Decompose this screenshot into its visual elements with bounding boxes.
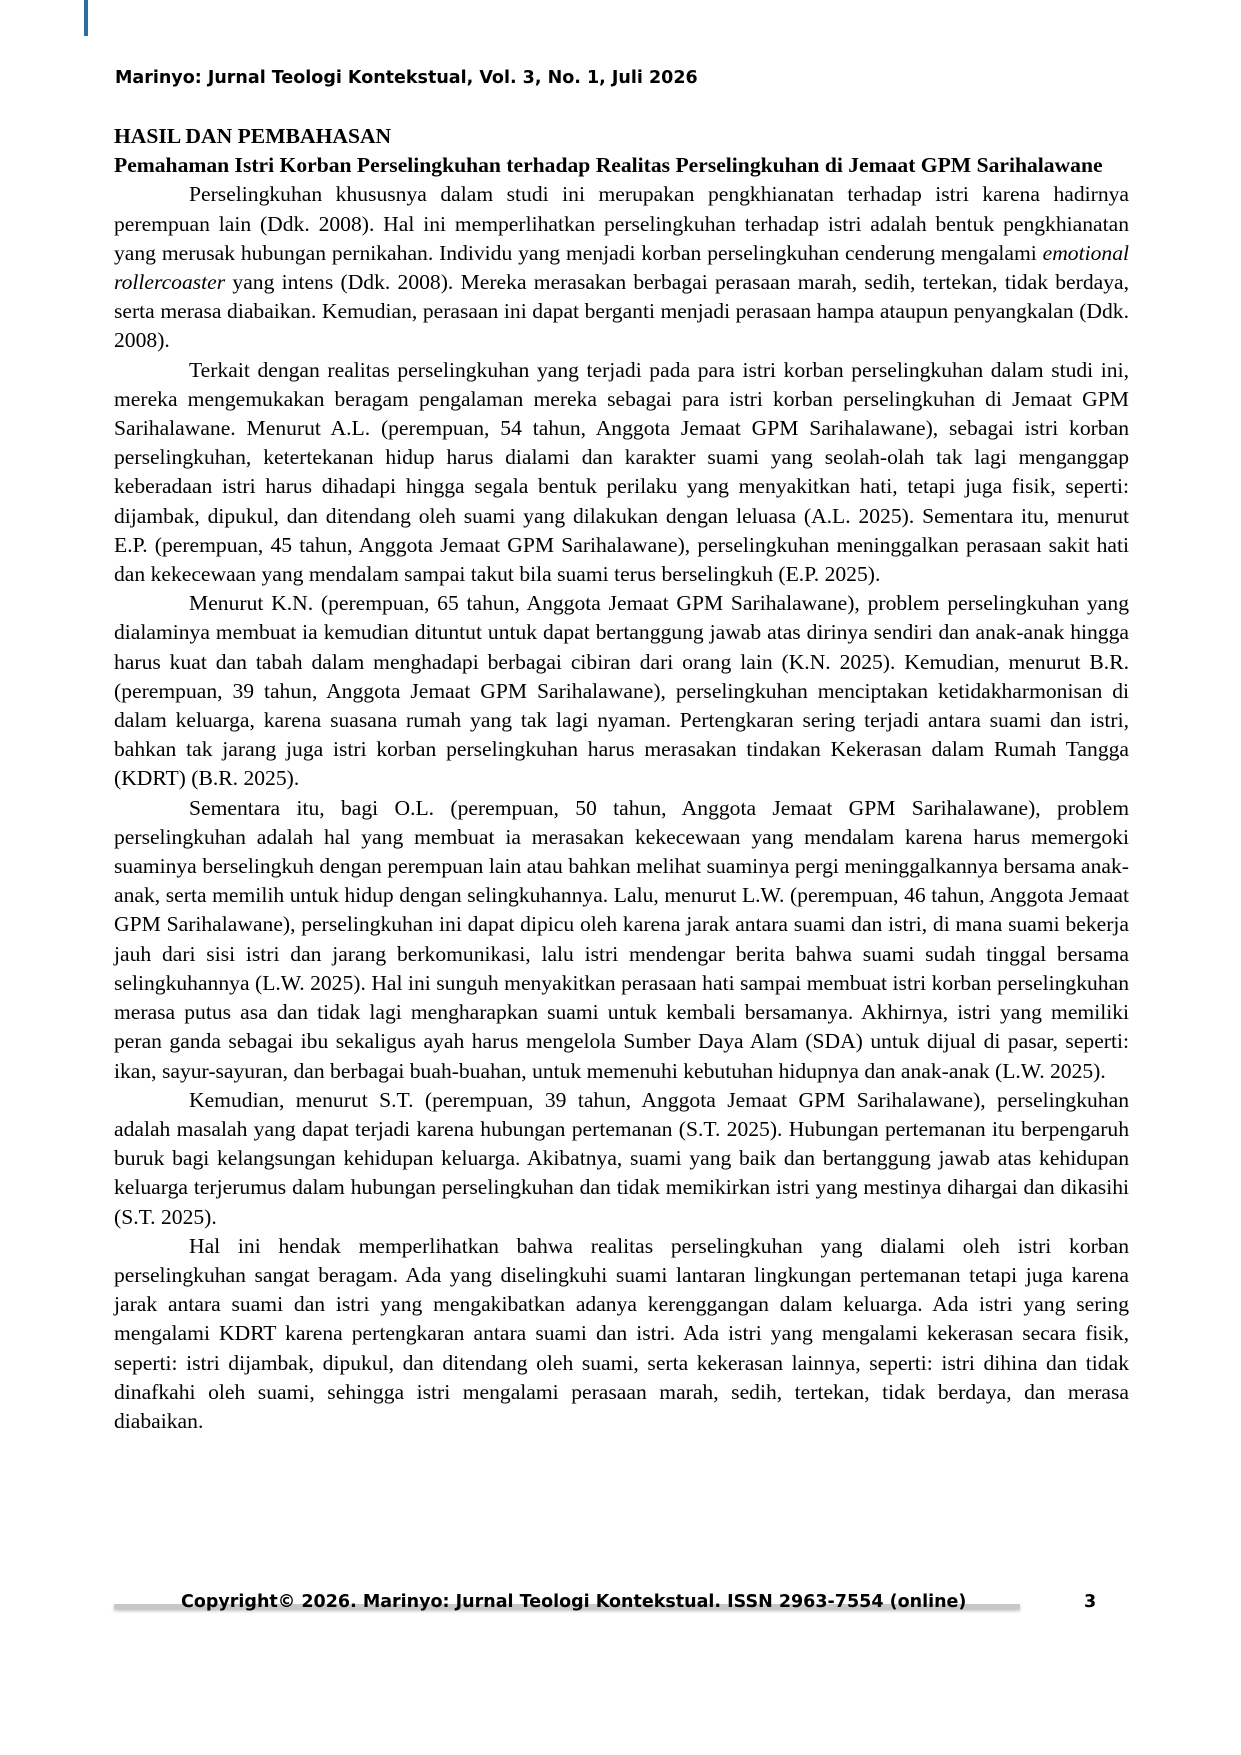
article-body xyxy=(114,122,1129,1436)
paragraph-3: Menurut K.N. (perempuan, 65 tahun, Anggota Jemaat GPM Sarihalawane), problem perselingkuhan yang dialaminya membuat ia kemudian dituntut untuk dapat bertanggung jawab atas dirinya sendiri dan anak-anak hingga harus kuat dan tabah dalam menghadapi berbagai cibiran dari orang lain (K.N. 2025). Kemudian, menurut B.R. (perempuan, 39 tahun, Anggota Jemaat GPM Sarihalawane), perselingkuhan menciptakan ketidakharmonisan di dalam keluarga, karena suasana rumah yang tak lagi nyaman. Pertengkaran sering terjadi antara suami dan istri, bahkan tak jarang juga istri korban perselingkuhan harus merasakan tindakan Kekerasan dalam Rumah Tangga (KDRT) (B.R. 2025). xyxy=(114,591,1129,791)
paragraph-2: Terkait dengan realitas perselingkuhan yang terjadi pada para istri korban perselingkuhan dalam studi ini, mereka mengemukakan beragam pengalaman mereka sebagai para istri korban perselingkuhan di Jemaat GPM Sarihalawane. Menurut A.L. (perempuan, 54 tahun, Anggota Jemaat GPM Sarihalawane), sebagai istri korban perselingkuhan, ketertekanan hidup harus dialami dan karakter suami yang seolah-olah tak lagi menganggap keberadaan istri harus dihadapi hingga segala bentuk perilaku yang menyakitkan hati, tetapi juga fisik, seperti: dijambak, dipukul, dan ditendang oleh suami yang dilakukan dengan leluasa (A.L. 2025). Sementara itu, menurut E.P. (perempuan, 45 tahun, Anggota Jemaat GPM Sarihalawane), perselingkuhan meninggalkan perasaan sakit hati dan kekecewaan yang mendalam sampai takut bila suami terus berselingkuh (E.P. 2025). xyxy=(114,357,1129,587)
paragraph-1 xyxy=(114,180,1129,355)
subsection-heading xyxy=(114,151,1129,180)
paragraph-4: Sementara itu, bagi O.L. (perempuan, 50 tahun, Anggota Jemaat GPM Sarihalawane), problem perselingkuhan adalah hal yang membuat ia merasakan kekecewaan yang mendalam karena harus memergoki suaminya berselingkuh dengan perempuan lain atau bahkan melihat suaminya pergi meninggalkannya bersama anak-anak, serta memilih untuk hidup dengan selingkuhannya. Lalu, menurut L.W. (perempuan, 46 tahun, Anggota Jemaat GPM Sarihalawane), perselingkuhan ini dapat dipicu oleh karena jarak antara suami dan istri, di mana suami bekerja jauh dari sisi istri dan jarang berkomunikasi, lalu istri mendengar berita bahwa suami sudah tinggal bersama selingkuhannya (L.W. 2025). Hal ini sunguh menyakitkan perasaan hati sampai membuat istri korban perselingkuhan merasa putus asa dan tidak lagi mengharapkan suami untuk kembali bersamanya. Akhirnya, istri yang memiliki peran ganda sebagai ibu sekaligus ayah harus mengelola Sumber Daya Alam (SDA) untuk dijual di pasar, seperti: ikan, sayur-sayuran, dan berbagai buah-buahan, untuk memenuhi kebutuhan hidupnya dan anak-anak (L.W. 2025). xyxy=(114,795,1129,1083)
footer-copyright: Copyright© 2026. Marinyo: Jurnal Teologi Kontekstual. ISSN 2963-7554 (online) xyxy=(181,1592,967,1612)
page-number: 3 xyxy=(1084,1592,1097,1612)
section-heading: HASIL DAN PEMBAHASAN xyxy=(114,124,392,148)
subsection-heading-text: Pemahaman Istri Korban Perselingkuhan terhadap Realitas Perselingkuhan di Jemaat GPM Sarihalawane xyxy=(114,153,1103,178)
running-header: Marinyo: Jurnal Teologi Kontekstual, Vol. 3, No. 1, Juli 2026 xyxy=(115,68,698,88)
left-margin-accent-bar xyxy=(84,0,88,36)
paragraph-1-before: Perselingkuhan khususnya dalam studi ini merupakan pengkhianatan terhadap istri karena hadirnya perempuan lain (Ddk. 2008). Hal ini memperlihatkan perselingkuhan terhadap istri adalah bentuk pengkhianatan yang merusak hubungan pernikahan. Individu yang menjadi korban perselingkuhan cenderung mengalami xyxy=(114,182,1129,265)
paragraph-5: Kemudian, menurut S.T. (perempuan, 39 tahun, Anggota Jemaat GPM Sarihalawane), perselingkuhan adalah masalah yang dapat terjadi karena hubungan pertemanan (S.T. 2025). Hubungan pertemanan itu berpengaruh buruk bagi kelangsungan kehidupan keluarga. Akibatnya, suami yang baik dan bertanggung jawab atas kehidupan keluarga terjerumus dalam hubungan perselingkuhan dan tidak memikirkan istri yang mestinya dihargai dan dikasihi (S.T. 2025). xyxy=(114,1087,1129,1229)
paragraph-1-emphasis: emotional rollercoaster xyxy=(114,240,1129,295)
paragraph-1-after: yang intens (Ddk. 2008). Mereka merasakan berbagai perasaan marah, sedih, tertekan, tidak berdaya, serta merasa diabaikan. Kemudian, perasaan ini dapat berganti menjadi perasaan hampa ataupun penyangkalan (Ddk. 2008). xyxy=(114,270,1129,353)
paragraph-6: Hal ini hendak memperlihatkan bahwa realitas perselingkuhan yang dialami oleh istri korban perselingkuhan sangat beragam. Ada yang diselingkuhi suami lantaran lingkungan pertemanan tetapi juga karena jarak antara suami dan istri yang mengakibatkan adanya kerenggangan dalam keluarga. Ada istri yang sering mengalami KDRT karena pertengkaran antara suami dan istri. Ada istri yang mengalami kekerasan secara fisik, seperti: istri dijambak, dipukul, dan ditendang oleh suami, serta kekerasan lainnya, seperti: istri dihina dan tidak dinafkahi oleh suami, sehingga istri mengalami perasaan marah, sedih, tertekan, tidak berdaya, dan merasa diabaikan. xyxy=(114,1233,1129,1433)
